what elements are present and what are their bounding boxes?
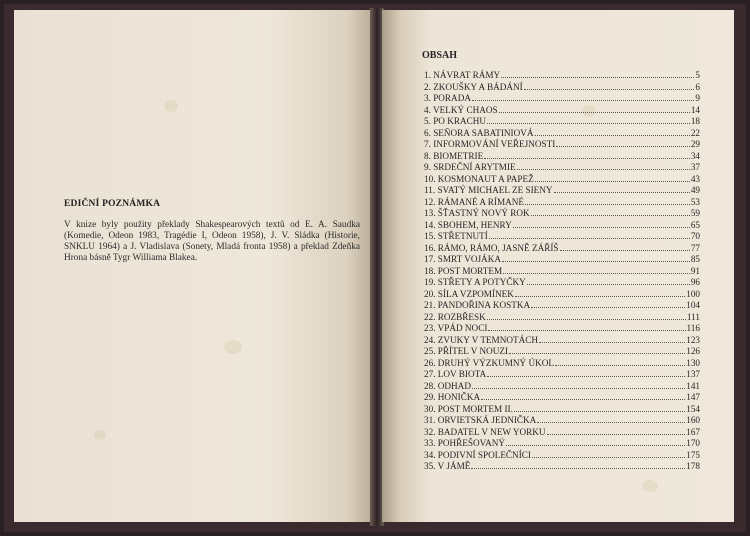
toc-entry-title: 27. LOV BIOTA xyxy=(424,369,487,379)
paper-stain xyxy=(224,340,242,354)
toc-leader-dots xyxy=(503,265,690,274)
toc-leader-dots xyxy=(535,173,690,182)
toc-entry-page-number: 18 xyxy=(690,116,700,126)
toc-entry-page-number: 22 xyxy=(690,127,700,138)
toc-leader-dots xyxy=(488,322,685,331)
open-book xyxy=(4,4,746,532)
toc-entry-page-number: 104 xyxy=(686,300,700,310)
toc-entry-title: 30. POST MORTEM II. xyxy=(424,403,513,414)
toc-entry xyxy=(424,115,700,127)
toc-leader-dots xyxy=(517,161,690,170)
toc-leader-dots xyxy=(509,345,685,354)
toc-leader-dots xyxy=(531,207,690,216)
toc-entry xyxy=(424,127,700,139)
toc-entry xyxy=(424,368,700,380)
toc-entry-page-number: 130 xyxy=(686,357,700,368)
toc-entry xyxy=(424,184,700,196)
toc-leader-dots xyxy=(513,219,690,228)
toc-entry-title: 23. VPÁD NOCI xyxy=(424,323,488,333)
toc-entry xyxy=(424,426,700,438)
toc-entry xyxy=(424,460,700,472)
toc-entry-page-number: 160 xyxy=(686,415,700,425)
toc-entry-page-number: 9 xyxy=(695,93,700,103)
toc-entry-page-number: 34 xyxy=(690,150,700,161)
left-page xyxy=(14,10,372,522)
toc-entry-title: 31. ORVIETSKÁ JEDNIČKA xyxy=(424,415,537,425)
toc-leader-dots xyxy=(532,449,685,458)
toc-entry-page-number: 91 xyxy=(690,265,700,276)
paper-stain xyxy=(94,430,106,440)
toc-leader-dots xyxy=(506,437,685,446)
toc-entry xyxy=(424,380,700,392)
toc-entry-title: 5. PO KRACHU xyxy=(424,116,487,126)
toc-entry-title: 17. SMRT VOJÁKA xyxy=(424,254,501,264)
toc-entry-title: 14. SBOHEM, HENRY xyxy=(424,219,512,230)
toc-entry xyxy=(424,253,700,265)
toc-entry xyxy=(424,322,700,334)
toc-entry-page-number: 70 xyxy=(690,231,700,241)
toc-entry-title: 26. DRUHÝ VÝZKUMNÝ ÚKOL xyxy=(424,357,554,368)
toc-entry xyxy=(424,403,700,415)
toc-entry-title: 21. PANDOŘINA KOSTKA xyxy=(424,300,531,310)
toc-entry-page-number: 53 xyxy=(690,196,700,207)
editorial-note-heading: EDIČNÍ POZNÁMKA xyxy=(64,199,161,209)
toc-entry-page-number: 147 xyxy=(686,392,700,402)
toc-entry xyxy=(424,437,700,449)
toc-entry xyxy=(424,299,700,311)
toc-entry-title: 6. SEÑORA SABATINIOVÁ xyxy=(424,127,534,138)
toc-entry xyxy=(424,345,700,357)
toc-entry-title: 2. ZKOUŠKY A BÁDÁNÍ xyxy=(424,81,523,92)
toc-entry-title: 19. STŘETY A POTYČKY xyxy=(424,277,526,287)
toc-entry-title: 29. HONIČKA xyxy=(424,392,481,402)
toc-entry-page-number: 5 xyxy=(695,70,700,80)
toc-leader-dots xyxy=(471,460,685,469)
table-of-contents xyxy=(424,69,700,472)
toc-entry-title: 7. INFORMOVÁNÍ VEŘEJNOSTI xyxy=(424,139,556,149)
contents-heading: OBSAH xyxy=(422,50,458,61)
toc-entry xyxy=(424,69,700,81)
toc-leader-dots xyxy=(501,69,694,78)
toc-leader-dots xyxy=(554,184,690,193)
toc-entry-title: 15. STŘETNUTÍ xyxy=(424,231,488,241)
toc-leader-dots xyxy=(535,127,690,136)
toc-leader-dots xyxy=(481,391,685,400)
toc-leader-dots xyxy=(499,104,690,113)
toc-entry-page-number: 141 xyxy=(686,380,700,391)
toc-entry-page-number: 77 xyxy=(690,242,700,253)
toc-entry-title: 24. ZVUKY V TEMNOTÁCH xyxy=(424,334,538,345)
toc-entry xyxy=(424,138,700,150)
toc-entry xyxy=(424,219,700,231)
toc-entry-title: 13. ŠŤASTNÝ NOVÝ ROK xyxy=(424,208,530,218)
toc-entry-page-number: 137 xyxy=(686,369,700,379)
toc-entry-title: 33. POHŘEŠOVANÝ xyxy=(424,438,505,448)
toc-entry-page-number: 65 xyxy=(690,219,700,230)
toc-entry xyxy=(424,311,700,323)
toc-leader-dots xyxy=(472,380,685,389)
toc-entry-title: 20. SÍLA VZPOMÍNEK xyxy=(424,288,514,299)
right-page xyxy=(382,10,734,522)
toc-leader-dots xyxy=(537,414,685,423)
toc-entry-title: 3. PORADA xyxy=(424,93,471,103)
toc-entry xyxy=(424,449,700,461)
toc-entry xyxy=(424,357,700,369)
toc-entry-title: 11. SVATÝ MICHAEL ZE SIENY xyxy=(424,185,553,195)
toc-entry-title: 25. PŘÍTEL V NOUZI xyxy=(424,346,509,356)
toc-entry xyxy=(424,265,700,277)
toc-entry-page-number: 37 xyxy=(690,162,700,172)
toc-entry xyxy=(424,150,700,162)
toc-entry-page-number: 175 xyxy=(686,449,700,460)
toc-entry xyxy=(424,196,700,208)
toc-entry-page-number: 100 xyxy=(686,288,700,299)
toc-entry-page-number: 123 xyxy=(686,334,700,345)
toc-entry-page-number: 178 xyxy=(686,461,700,471)
toc-leader-dots xyxy=(514,403,685,412)
toc-leader-dots xyxy=(539,334,685,343)
toc-entry-page-number: 126 xyxy=(686,346,700,356)
toc-entry xyxy=(424,334,700,346)
toc-entry-page-number: 85 xyxy=(690,254,700,264)
toc-entry xyxy=(424,414,700,426)
toc-entry-title: 10. KOSMONAUT A PAPEŽ xyxy=(424,173,534,184)
toc-leader-dots xyxy=(524,81,695,90)
toc-entry xyxy=(424,207,700,219)
toc-entry-page-number: 111 xyxy=(686,311,700,322)
toc-leader-dots xyxy=(489,230,690,239)
toc-entry-title: 32. BADATEL V NEW YORKU xyxy=(424,426,546,437)
toc-entry xyxy=(424,173,700,185)
toc-entry xyxy=(424,81,700,93)
toc-leader-dots xyxy=(525,196,690,205)
toc-entry-title: 12. RÁMANÉ A RÍMANÉ xyxy=(424,196,525,207)
toc-entry-title: 9. SRDEČNÍ ARYTMIE xyxy=(424,162,516,172)
toc-entry xyxy=(424,92,700,104)
toc-entry xyxy=(424,242,700,254)
toc-leader-dots xyxy=(556,138,690,147)
toc-entry-title: 34. PODIVNÍ SPOLEČNÍCI xyxy=(424,449,531,460)
toc-entry xyxy=(424,288,700,300)
toc-leader-dots xyxy=(487,115,690,124)
toc-entry-page-number: 170 xyxy=(686,438,700,448)
toc-entry-page-number: 167 xyxy=(686,426,700,437)
toc-entry-title: 1. NÁVRAT RÁMY xyxy=(424,70,501,80)
toc-leader-dots xyxy=(472,92,694,101)
toc-entry-page-number: 49 xyxy=(690,185,700,195)
paper-stain xyxy=(642,480,658,492)
toc-entry-page-number: 96 xyxy=(690,277,700,287)
toc-entry-page-number: 116 xyxy=(686,323,700,333)
toc-leader-dots xyxy=(560,242,690,251)
toc-leader-dots xyxy=(502,253,690,262)
toc-leader-dots xyxy=(484,150,690,159)
toc-entry xyxy=(424,104,700,116)
toc-entry-title: 4. VELKÝ CHAOS xyxy=(424,104,498,115)
toc-entry xyxy=(424,276,700,288)
toc-leader-dots xyxy=(531,299,685,308)
toc-leader-dots xyxy=(547,426,686,435)
toc-leader-dots xyxy=(527,276,690,285)
toc-leader-dots xyxy=(487,368,685,377)
toc-entry-title: 35. V JÁMĚ xyxy=(424,461,471,471)
toc-entry-title: 28. ODHAD xyxy=(424,380,471,391)
toc-entry-title: 18. POST MORTEM xyxy=(424,265,503,276)
toc-entry xyxy=(424,230,700,242)
toc-leader-dots xyxy=(555,357,685,366)
toc-entry-page-number: 59 xyxy=(690,208,700,218)
toc-leader-dots xyxy=(487,311,686,320)
toc-entry xyxy=(424,161,700,173)
toc-entry-page-number: 29 xyxy=(690,139,700,149)
paper-stain xyxy=(164,100,178,112)
toc-leader-dots xyxy=(515,288,685,297)
toc-entry xyxy=(424,391,700,403)
toc-entry-page-number: 14 xyxy=(690,104,700,115)
toc-entry-title: 8. BIOMETRIE xyxy=(424,150,484,161)
toc-entry-title: 16. RÁMO, RÁMO, JASNĚ ZÁŘÍŠ xyxy=(424,242,559,253)
toc-entry-title: 22. ROZBŘESK xyxy=(424,311,486,322)
toc-entry-page-number: 154 xyxy=(686,403,700,414)
toc-entry-page-number: 6 xyxy=(695,81,700,92)
editorial-note-text: V knize byly použity překlady Shakespearových textů od E. A. Saudka (Komedie, Odeon 1983, Tragédie I, Odeon 1958), J. V. Sládka (Historie, SNKLU 1964) a J. Vladislava (Sonety, Mladá fronta 1958) a překlad Zdeňka Hrona básně Tygr Williama Blakea. xyxy=(64,220,360,263)
toc-entry-page-number: 43 xyxy=(690,173,700,184)
